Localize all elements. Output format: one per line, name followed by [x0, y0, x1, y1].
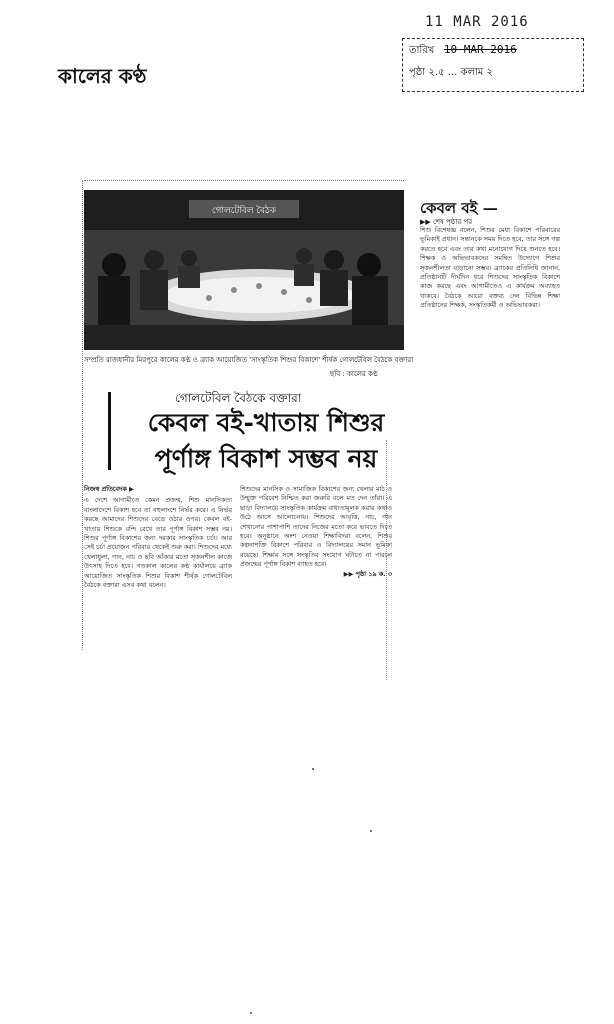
photo-scene: [84, 190, 404, 350]
speck: [312, 768, 314, 770]
news-photo: [84, 190, 404, 350]
archive-stamp: [402, 38, 584, 92]
article-column-2-text: শিশুদের মানসিক ও সামাজিক বিকাশের জন্য খেলার মাঠ ও উন্মুক্ত পরিবেশ নিশ্চিত করা জরুরি বলে মত দেন তাঁরা। এ ছাড়া বিদ্যালয়ে সাংস্কৃতিক কার্যক্রম বাধ্যতামূলক করার কথাও উঠে আসে আলোচনায়। শিশুদের আবৃত্তি, নাচ, গান শেখানোর পাশাপাশি তাদের নিজের মতো করে ভাবতে দিতে হবে। অনুষ্ঠানে অংশ নেওয়া শিক্ষাবিদরা বলেন, শিশুর কল্পনাশক্তি বিকাশে পরিবার ও বিদ্যালয়ের সমান ভূমিকা রয়েছে। শিক্ষার সঙ্গে সংস্কৃতির সংযোগ ঘটাতে না পারলে প্রজন্মের পূর্ণাঙ্গ বিকাশ ব্যাহত হবে।: [240, 485, 392, 569]
sidebar-text: শিশু বিশেষজ্ঞ বলেন, শিশুর মেধা বিকাশে পরিবারের ভূমিকাই প্রধান। সন্তানকে সময় দিতে হবে, তার সঙ্গে গল্প করতে হবে এবং তার কথা মনোযোগ দিয়ে শুনতে হবে। শিক্ষক ও অভিভাবকদের সমন্বিত উদ্যোগে শিশুর সৃজনশীলতা বাড়ানো সম্ভব। ব্র্যাকের প্রতিনিধি জানান, প্রতিষ্ঠানটি দীর্ঘদিন ধরে শিশুদের সাংস্কৃতিক বিকাশে কাজ করছে এবং আগামীতেও এ কার্যক্রম অব্যাহত থাকবে। বৈঠকে আরো বক্তব্য দেন বিভিন্ন শিক্ষা প্রতিষ্ঠানের শিক্ষক, সংস্কৃতিকর্মী ও অভিভাবকরা।: [420, 226, 560, 310]
article-column-2: [240, 485, 392, 579]
sidebar-title: কেবল বই —: [420, 199, 498, 217]
photo-banner-text: গোলটেবিল বৈঠক: [211, 206, 277, 216]
top-date: 11 MAR 2016: [425, 14, 529, 30]
speck: [370, 830, 372, 832]
photo-byline: ছবি : কালের কণ্ঠ: [330, 370, 378, 378]
article-column-1-text: এ দেশে আগামীতে কেমন প্রজন্ম, শিশু মানসিকতা বাংলাদেশে বিকাশ হবে তা বহুলাংশে নির্ভর করে। এ নির্ভর করছে আমাদের শিশুদের বেড়ে ওঠার ওপর। কেবল বই-খাতায় শিশুকে বন্দি রেখে তার পূর্ণাঙ্গ বিকাশ সম্ভব নয়। শিশুর পূর্ণাঙ্গ বিকাশের জন্য দরকার সাংস্কৃতিক চর্চা। আর সেই চর্চা প্রয়োজন পরিবার থেকেই শুরু করা। শিশুদের মধ্যে খেলাধুলা, গান, নাচ ও ছবি আঁকার মতো সৃজনশীল কাজে উৎসাহ দিতে হবে। গতকাল কালের কণ্ঠ কার্যালয়ে ব্র্যাক আয়োজিত সাংস্কৃতিক শিশুর বিকাশ শীর্ষক গোলটেবিল বৈঠকে বক্তারা এসব কথা বলেন।: [84, 496, 232, 590]
headline-line-2: পূর্ণাঙ্গ বিকাশ সম্ভব নয়: [154, 444, 378, 473]
stamp-date: 10 MAR 2016: [443, 43, 517, 56]
article-kicker: গোলটেবিল বৈঠকে বক্তারা: [175, 391, 302, 405]
sidebar-subtitle: ▶▶ শেষ পৃষ্ঠার পর: [420, 218, 473, 226]
stamp-row-date: [409, 43, 517, 60]
article-continued: ▶▶ পৃষ্ঠা ১৯ ক. ৩: [343, 569, 392, 578]
headline-line-1: কেবল বই-খাতায় শিশুর: [147, 408, 385, 437]
article-reporter: নিজস্ব প্রতিবেদক ▶: [84, 485, 134, 493]
clip-border-top: [84, 180, 404, 182]
article-column-1: [84, 485, 232, 590]
newspaper-masthead: কালের কণ্ঠ: [58, 64, 147, 88]
stamp-page-col: পৃষ্ঠা ২.৫ ... কলাম ২: [409, 67, 494, 78]
article-headline: [106, 405, 426, 477]
photo-caption: সম্প্রতি রাজধানীর মিরপুরে কালের কণ্ঠ ও ব্র্যাক আয়োজিত 'সাংস্কৃতিক শিশুর বিকাশে' শীর্ষক গোলটেবিল বৈঠকে বক্তারা: [84, 356, 414, 364]
stamp-date-label: তারিখ: [409, 45, 435, 56]
speck: [250, 1012, 252, 1014]
